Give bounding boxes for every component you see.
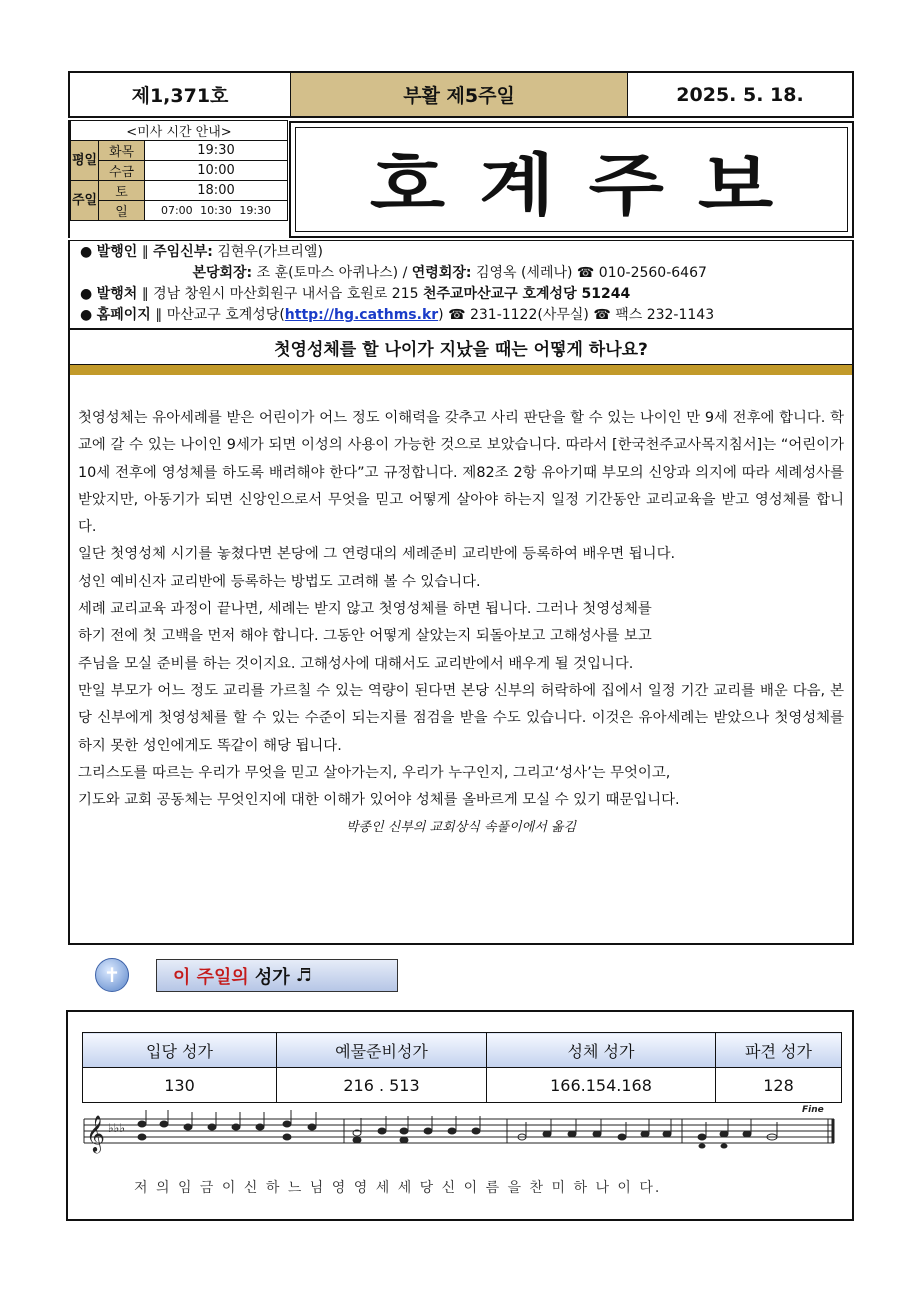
- music-note-icon: ♬: [295, 965, 312, 986]
- info-row-publisher: ● 발행인 ∥ 주임신부: 김현우(가브리엘): [80, 244, 323, 260]
- article-paragraph: 하기 전에 첫 고백을 먼저 해야 합니다. 그동안 어떻게 살았는지 되돌아보고 고해성사를 보고: [78, 628, 652, 645]
- homepage-link[interactable]: http://hg.cathms.kr: [284, 307, 439, 323]
- bullet-icon: ●: [80, 286, 93, 302]
- info-row-chair: [80, 263, 852, 284]
- address-parish: 천주교마산교구 호계성당 51244: [422, 286, 631, 302]
- hymn-table: [82, 1032, 842, 1103]
- hymn-number: 166.154.168: [487, 1068, 716, 1103]
- issue-number: 제1,371호: [70, 73, 291, 116]
- homepage-label: 홈페이지: [96, 307, 151, 323]
- hymn-column-header: 입당 성가: [83, 1033, 277, 1068]
- publisher-label: 발행인: [96, 244, 138, 260]
- hymn-section-title: [156, 959, 398, 992]
- hymn-column-header: 성체 성가: [487, 1033, 716, 1068]
- pastor-label: 주임신부:: [153, 244, 213, 260]
- liturgical-sunday: 부활 제5주일: [291, 73, 628, 116]
- info-row-homepage: ● 홈페이지 ∥ 마산교구 호계성당(http://hg.cathms.kr) ☎ 231-1122(사무실) ☎ 팩스 232-1143: [80, 307, 715, 323]
- music-notes: [138, 1110, 777, 1148]
- homepage-prefix: 마산교구 호계성당(: [166, 307, 285, 323]
- church-icon: ✝: [95, 958, 129, 992]
- hymn-number: 130: [83, 1068, 277, 1103]
- hymn-title-red: 이 주일의: [173, 966, 249, 988]
- sunday-label: 주일: [71, 181, 99, 221]
- mass-day: 일: [99, 201, 145, 221]
- article-body: [70, 375, 852, 842]
- hymn-lyrics: 저 의 임 금 이 신 하 느 님 영 영 세 세 당 신 이 름 을 찬 미 하 나 이 다.: [134, 1180, 662, 1196]
- mass-times-table: [68, 120, 286, 238]
- elder-label: 연령회장:: [411, 265, 472, 281]
- weekday-label: 평일: [71, 141, 99, 181]
- article-source: 박종인 신부의 교회상식 속풀이에서 옮김: [345, 820, 576, 836]
- issue-date: 2025. 5. 18.: [676, 83, 804, 106]
- article-paragraph: 일단 첫영성체 시기를 놓쳤다면 본당에 그 연령대의 세례준비 교리반에 등록하여 배우면 됩니다.: [78, 546, 676, 563]
- mass-time: 18:00: [145, 181, 288, 201]
- chair-name: 조 훈(토마스 아퀴나스) /: [256, 265, 412, 281]
- hymn-column-header: 예물준비성가: [277, 1033, 487, 1068]
- bullet-icon: ●: [80, 244, 93, 260]
- music-staff: [82, 1104, 842, 1214]
- mass-day: 토: [99, 181, 145, 201]
- info-row-address: ● 발행처 ∥ 경남 창원시 마산회원구 내서읍 호원로 215 천주교마산교구 호계성당 51244: [80, 286, 631, 302]
- divider-bar: [70, 365, 852, 375]
- hymn-title-text: 성가: [254, 966, 290, 988]
- paper-title: 호계주보: [369, 145, 808, 225]
- hymn-number: 128: [716, 1068, 842, 1103]
- fine-marking: Fine: [802, 1105, 824, 1115]
- article-title: 첫영성체를 할 나이가 지났을 때는 어떻게 하나요?: [70, 330, 852, 365]
- article-paragraph: 만일 부모가 어느 정도 교리를 가르칠 수 있는 역량이 된다면 본당 신부의 허락하에 집에서 일정 기간 교리를 배운 다음, 본당 신부에게 첫영성체를 할 수 있는 수준이 되는지를 점검을 받을 수도 있습니다. 이것은 유아세례는 받았으나 첫영성체를 하지 못한 성인에게도 똑같이 해당 됩니다.: [78, 682, 844, 754]
- address: 경남 창원시 마산회원구 내서읍 호원로 215: [153, 286, 423, 302]
- chair-label: 본당회장:: [192, 265, 253, 281]
- mass-times-caption: <미사 시간 안내>: [71, 121, 288, 141]
- article-paragraph: 그리스도를 따르는 우리가 무엇을 믿고 살아가는지, 우리가 누구인지, 그리고‘성사’는 무엇이고,: [78, 764, 671, 781]
- mass-day: 수금: [99, 161, 145, 181]
- homepage-contact: ) ☎ 231-1122(사무실) ☎ 팩스 232-1143: [438, 307, 715, 323]
- publisher-info: [68, 240, 854, 328]
- hymn-column-header: 파견 성가: [716, 1033, 842, 1068]
- article-paragraph: 성인 예비신자 교리반에 등록하는 방법도 고려해 볼 수 있습니다.: [78, 573, 481, 590]
- pastor-name: 김현우(가브리엘): [217, 244, 323, 260]
- paper-title-box: [289, 121, 854, 238]
- hymn-number: 216 . 513: [277, 1068, 487, 1103]
- treble-clef-icon: 𝄞: [86, 1114, 105, 1152]
- article-paragraph: 첫영성체는 유아세례를 받은 어린이가 어느 정도 이해력을 갖추고 사리 판단을 할 수 있는 나이인 만 9세 전후에 합니다. 학교에 갈 수 있는 나이인 9세가 되면 이성의 사용이 가능한 것으로 보았습니다. 따라서 [한국천주교사목지침서]는 “어린이가 10세 전후에 영성체를 하도록 배려해야 한다”고 규정합니다. 제82조 2항 유아기때 부모의 신앙과 의지에 따라 세례성사를 받았지만, 아동기가 되면 신앙인으로서 무엇을 믿고 어떻게 살아야 하는지 일정 기간동안 교리교육을 받고 영성체를 합니다.: [78, 410, 844, 536]
- mass-time: 07:00 10:30 19:30: [145, 201, 288, 221]
- mass-time: 10:00: [145, 161, 288, 181]
- mass-time: 19:30: [145, 141, 288, 161]
- address-label: 발행처: [96, 286, 138, 302]
- hymn-box: [66, 1010, 854, 1221]
- svg-text:♭♭♭: ♭♭♭: [108, 1121, 125, 1135]
- article-paragraph: 주님을 모실 준비를 하는 것이지요. 고해성사에 대해서도 교리반에서 배우게 될 것입니다.: [78, 655, 634, 672]
- elder-name: 김영옥 (세레나) ☎ 010-2560-6467: [475, 265, 707, 281]
- article-paragraph: 세례 교리교육 과정이 끝나면, 세례는 받지 않고 첫영성체를 하면 됩니다. 그러나 첫영성체를: [78, 601, 652, 618]
- bullet-icon: ●: [80, 307, 93, 323]
- article-paragraph: 기도와 교회 공동체는 무엇인지에 대한 이해가 있어야 성체를 올바르게 모실 수 있기 때문입니다.: [78, 792, 680, 809]
- issue-header: [68, 71, 854, 118]
- article: [68, 328, 854, 945]
- mass-day: 화목: [99, 141, 145, 161]
